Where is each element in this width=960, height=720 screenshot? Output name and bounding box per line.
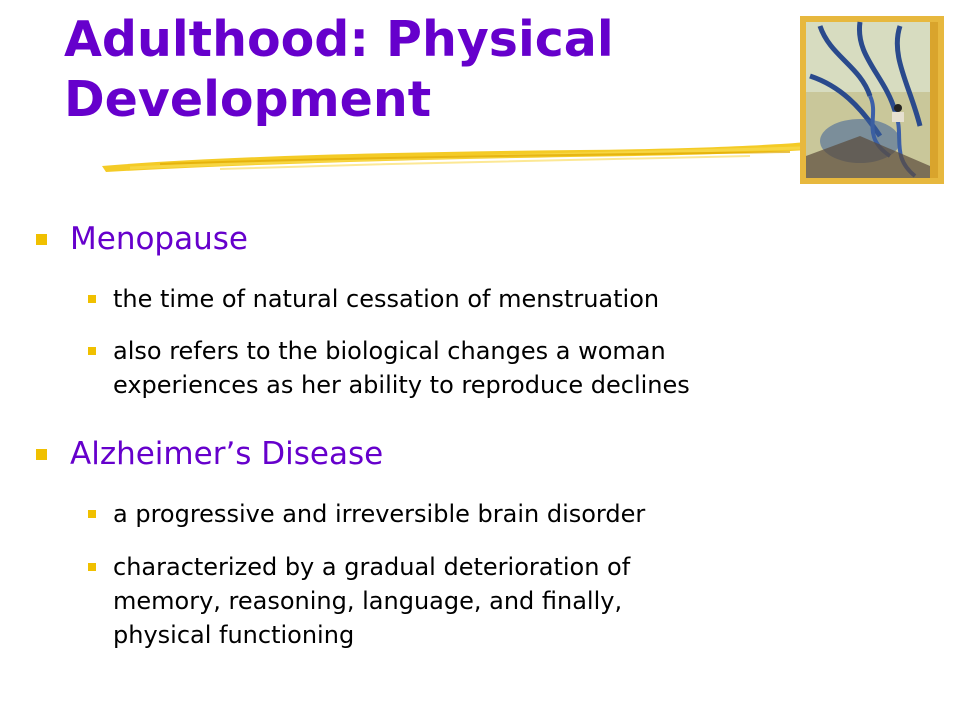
sub-bullet-line: characterized by a gradual deterioration of — [113, 553, 631, 581]
sub-bullet-text — [113, 282, 913, 316]
sub-bullet-line: a progressive and irreversible brain disorder — [113, 500, 646, 528]
sub-bullet-line: the time of natural cessation of menstruation — [113, 285, 660, 313]
sub-bullet-line: physical functioning — [113, 621, 355, 649]
sub-bullet-marker — [88, 563, 96, 571]
slide-title-line-1: Adulthood: Physical — [64, 11, 614, 68]
bullet-heading-alzheimers: Alzheimer’s Disease — [70, 436, 384, 472]
sub-bullet-marker — [88, 295, 96, 303]
bullet-heading-menopause: Menopause — [70, 221, 248, 257]
sub-bullet-marker — [88, 347, 96, 355]
sub-bullet-text — [113, 334, 913, 402]
sub-bullet-line: experiences as her ability to reproduce declines — [113, 371, 690, 399]
sub-bullet-text — [113, 497, 913, 531]
bullet-marker — [36, 234, 47, 245]
slide-title-line-2: Development — [64, 71, 432, 128]
sub-bullet-line: also refers to the biological changes a woman — [113, 337, 666, 365]
sub-bullet-line: memory, reasoning, language, and finally, — [113, 587, 623, 615]
sub-bullet-marker — [88, 510, 96, 518]
sub-bullet-text — [113, 550, 913, 652]
bullet-marker — [36, 449, 47, 460]
